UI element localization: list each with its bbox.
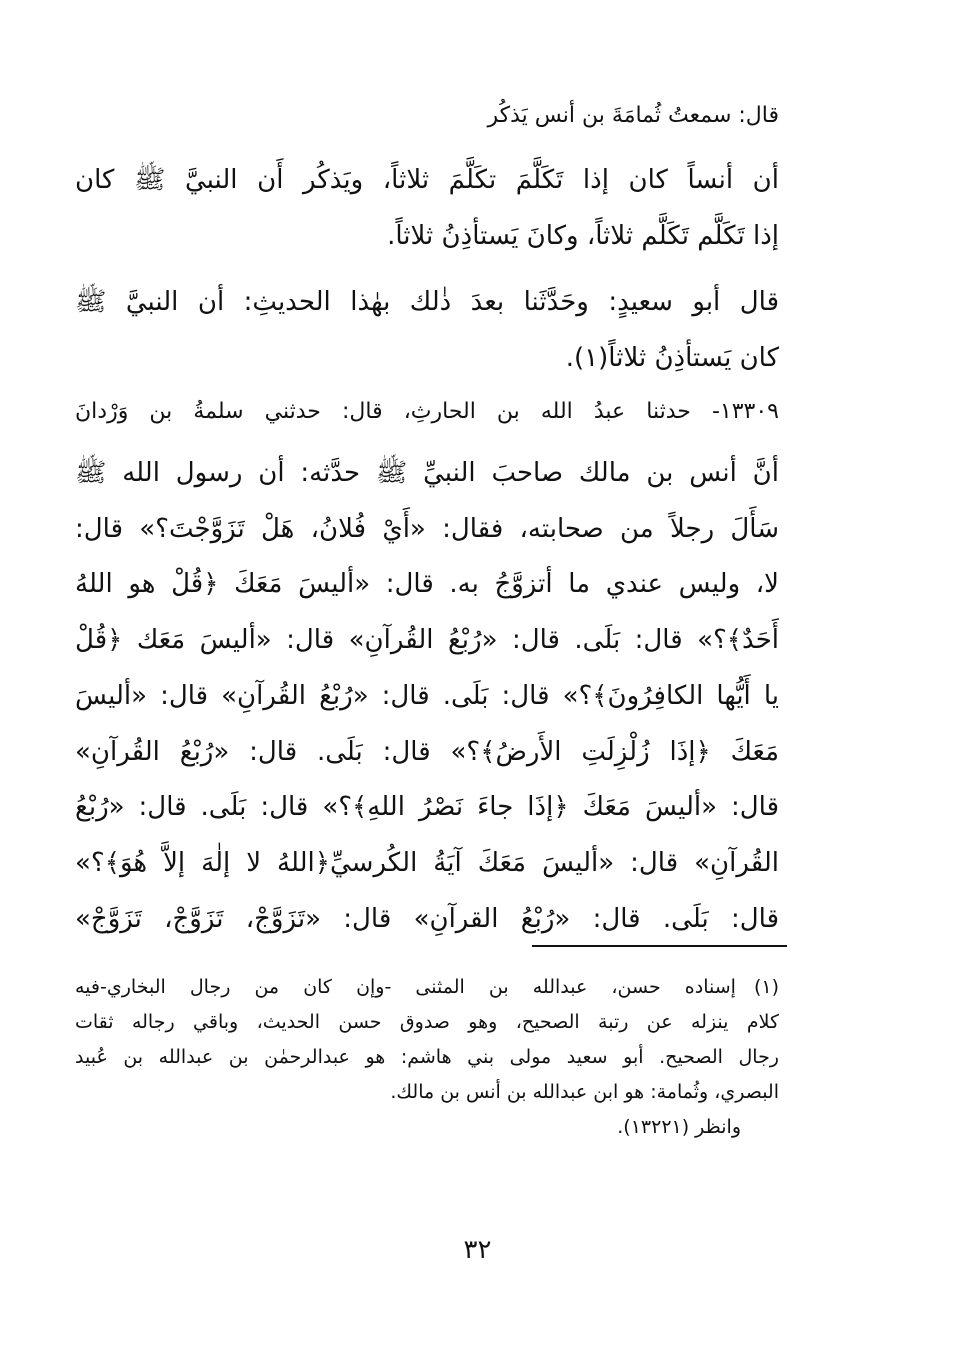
hadith-line: أَحَدٌ﴾؟» قال: بَلَى. قال: «رُبْعُ القُرآنِ» قال: «أليسَ مَعَك ﴿قُلْ [75,625,779,656]
hadith-line: يا أَيُّها الكافِرُونَ﴾؟» قال: بَلَى. قال: «رُبْعُ القُرآنِ» قال: «أليسَ [75,680,779,711]
footnote-number: (١) [753,976,779,998]
page-number: ٣٢ [463,1235,492,1265]
hadith-body [75,446,779,947]
paragraph-1-line: إذا تَكَلَّم تَكَلَّم ثلاثاً، وكانَ يَستأذِنُ ثلاثاً. [387,221,779,251]
footnote-line: كلام ينزله عن رتبة الصحيح، وهو صدوق حسن الحديث، وباقي رجاله ثقات [75,1011,779,1033]
paragraph-1 [75,152,779,264]
footnote-cross-reference: وانظر (١٣٢٢١). [617,1116,741,1138]
paragraph-2-line: كان يَستأذِنُ ثلاثاً(١). [565,343,779,373]
footnote-separator [532,945,787,947]
paragraph-2-line: قال أبو سعيدٍ: وحَدَّثَنا بعدَ ذٰلك بهٰذا الحديثِ: أن النبيَّ ﷺ [75,287,779,317]
paragraph-1-line: أن أنساً كان إذا تَكَلَّمَ تكَلَّمَ ثلاثاً، ويَذكُر أَن النبيَّ ﷺ كان [75,165,779,195]
footnote [75,970,779,1145]
hadith-header [75,392,779,432]
hadith-line: قال: بَلَى. قال: «رُبْعُ القرآنِ» قال: «تَزَوَّجْ، تَزَوَّجْ، تَزَوَّجْ» [75,903,779,934]
intro-line [75,96,779,136]
hadith-line: القُرآنِ» قال: «أليسَ مَعَكَ آيَةُ الكُرسيِّ﴿اللهُ لا إلٰهَ إلاَّ هُوَ﴾؟» [75,847,779,878]
hadith-line: لا، وليس عندي ما أتزوَّجُ به. قال: «أليسَ مَعَكَ ﴿قُلْ هو اللهُ [75,569,779,600]
footnote-first-text: إسناده حسن، عبدالله بن المثنى -وإن كان من رجال البخاري-فيه [75,976,736,998]
footnote-line: البصري، وثُمامة: هو ابن عبدالله بن أنس بن مالك. [390,1081,779,1103]
hadith-line: مَعَكَ ﴿إذَا زُلْزِلَتِ الأَرضُ﴾؟» قال: بَلَى. قال: «رُبْعُ القُرآنِ» [75,736,779,767]
hadith-isnad: ١٣٣٠٩- حدثنا عبدُ الله بن الحارثِ، قال: حدثني سلمةُ بن وَرْدانَ [75,399,779,424]
footnote-first-line [75,970,779,1005]
hadith-line: قال: «أليسَ مَعَكَ ﴿إذَا جاءَ نَصْرُ اللهِ﴾؟» قال: بَلَى. قال: «رُبْعُ [75,792,779,823]
hadith-line: سَأَلَ رجلاً من صحابته، فقال: «أَيْ فُلانُ، هَلْ تَزَوَّجْتَ؟» قال: [75,513,779,544]
intro-text: قال: سمعتُ ثُمامَةَ بن أنس يَذكُر [487,103,779,128]
hadith-line: أنَّ أنس بن مالك صاحبَ النبيِّ ﷺ حدَّثه: أن رسول الله ﷺ [75,458,779,488]
paragraph-2 [75,274,779,386]
footnote-line: رجال الصحيح. أبو سعيد مولى بني هاشم: هو عبدالرحمٰن بن عبدالله بن عُبيد [75,1046,779,1068]
